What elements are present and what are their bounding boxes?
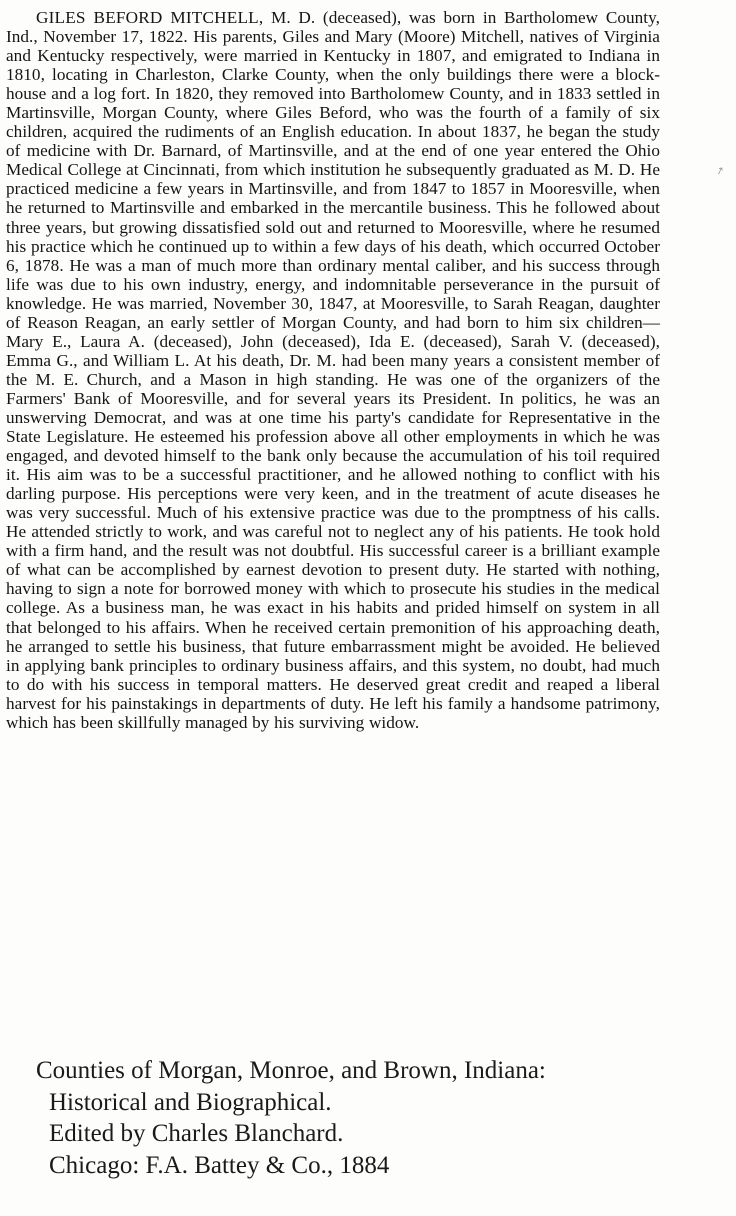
biography-subject-name: GILES BEFORD MITCHELL,	[36, 8, 264, 27]
biography-text: M. D. (deceased), was born in Bartholomew County, Ind., November 17, 1822. His parents, Giles and Mary (Moore) Mitchell, natives of Virginia and Kentucky respectively, were married in Kentucky in 1807, and emigrated to Indiana in 1810, locating in Charleston, Clarke County, when the only buildings there were a block-house and a log fort. In 1820, they removed into Bartholomew County, and in 1833 settled in Martinsville, Morgan County, where Giles Beford, who was the fourth of a family of six children, acquired the rudiments of an English education. In about 1837, he began the study of medicine with Dr. Barnard, of Martinsville, and at the end of one year entered the Ohio Medical College at Cincinnati, from which institution he subsequently graduated as M. D. He practiced medicine a few years in Martinsville, and from 1847 to 1857 in Mooresville, when he returned to Martinsville and embarked in the mercantile business. This he followed about three years, but growing dissatisfied sold out and returned to Mooresville, where he resumed his practice which he continued up to within a few days of his death, which occurred October 6, 1878. He was a man of much more than ordinary mental caliber, and his success through life was due to his own industry, energy, and indomnitable perseverance in the pursuit of knowledge. He was married, November 30, 1847, at Mooresville, to Sarah Reagan, daughter of Reason Reagan, an early settler of Morgan County, and had born to him six children—Mary E., Laura A. (deceased), John (deceased), Ida E. (deceased), Sarah V. (deceased), Emma G., and William L. At his death, Dr. M. had been many years a consistent member of the M. E. Church, and a Mason in high standing. He was one of the organizers of the Farmers' Bank of Mooresville, and for several years its President. In politics, he was an unswerving Democrat, and was at one time his party's candidate for Representative in the State Legislature. He esteemed his profession above all other employments in which he was engaged, and devoted himself to the bank only because the accumulation of his toil required it. His aim was to be a successful practitioner, and he allowed nothing to conflict with his darling purpose. His perceptions were very keen, and in the treatment of acute diseases he was very successful. Much of his extensive practice was due to the promptness of his calls. He attended strictly to work, and was careful not to neglect any of his patients. He took hold with a firm hand, and the result was not doubtful. His successful career is a brilliant example of what can be accomplished by earnest devotion to present duty. He started with nothing, having to sign a note for borrowed money with which to prosecute his studies in the medical college. As a business man, he was exact in his habits and prided himself on system in all that belonged to his affairs. When he received certain premonition of his approaching death, he arranged to settle his business, that future embarrassment might be avoided. He believed in applying bank principles to ordinary business affairs, and this system, no doubt, had much to do with his success in temporal matters. He deserved great credit and reaped a liberal harvest for his painstakings in departments of duty. He left his family a handsome patrimony, which has been skillfully managed by his surviving widow.	[6, 8, 660, 732]
citation-editor-line: Edited by Charles Blanchard.	[49, 1120, 344, 1147]
citation-publisher-line: Chicago: F.A. Battey & Co., 1884	[49, 1151, 390, 1179]
biography-paragraph	[6, 8, 660, 732]
citation-subtitle-line: Historical and Biographical.	[49, 1088, 332, 1116]
source-citation	[36, 1055, 716, 1181]
margin-pencil-mark: ↗	[714, 164, 726, 179]
citation-title-line: Counties of Morgan, Monroe, and Brown, Indiana:	[36, 1057, 546, 1084]
